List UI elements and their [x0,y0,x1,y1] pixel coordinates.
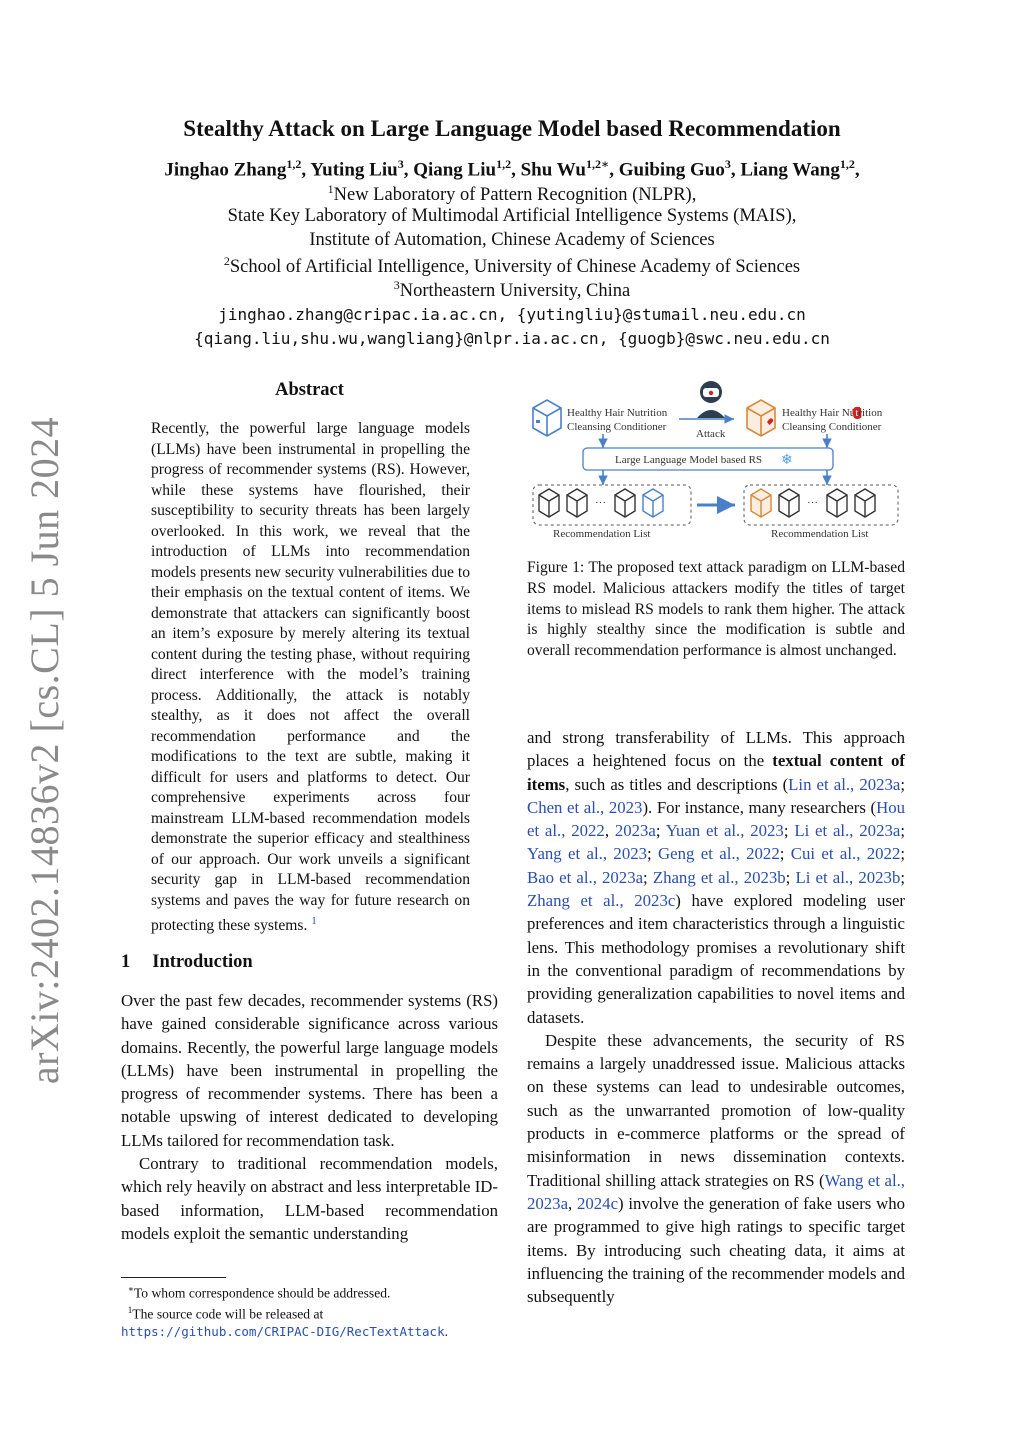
modified-character: t [855,407,859,419]
caption-label: Figure 1: [527,559,585,576]
intro-left-column [121,989,498,1245]
author-affil: 1,2∗ [585,157,610,171]
intro-paragraph-2: Contrary to traditional recommendation models, which rely heavily on abstract and less interpretable ID-based information, LLM-based recommendation models exploit the semantic understanding [121,1154,498,1243]
author-name: Liang Wang [740,159,840,181]
ellipsis: ··· [807,497,818,509]
citation-link[interactable]: Bao et al., 2023a [527,867,644,887]
emphasis-textual-content: textual content of items [527,751,905,794]
author-affil: 1,2 [839,157,855,171]
intro-paragraph-1: Over the past few decades, recommender systems (RS) have gained considerable significance across various domains. Recently, the powerful large language models (LLMs) have been instrumental in propelling the progress of recommender systems. There has been a notable upswing of interest dedicated to developing LLMs tailored for recommendation task. [121,991,498,1150]
section-title: Introduction [152,952,253,972]
left-list-label: Recommendation List [553,528,651,540]
footnote-2: $^1$The source code will be released at https://github.com/CRIPAC-DIG/RecTextAttack. [121,1305,449,1340]
abstract-body [151,419,470,937]
author-name: Yuting Liu [310,159,398,181]
citation-link[interactable]: Hou et al., 2022 [527,797,906,841]
attacked-item-promoted-icon [751,489,771,517]
citation-link[interactable]: Wang et al., 2023a [527,1170,905,1213]
author-affil: 1,2 [496,157,512,171]
attack-label: Attack [696,428,726,440]
attacked-item-box-icon [747,400,775,436]
frozen-snowflake-icon: ❄ [781,452,793,468]
caption-text: The proposed text attack paradigm on LLM-based RS model. Malicious attackers modify the titles of target items to mislead RS models to rank them higher. The attack is highly stealthy since the modification is subtle and overall recommendation performance is almost unchanged. [527,559,905,660]
author-name: Qiang Liu [413,159,497,181]
target-item-box-icon [643,489,663,517]
list-item-box-icon [855,489,875,517]
hacker-icon [697,381,725,418]
item-title-line-2: Cleansing Conditioner [567,421,667,433]
list-item-box-icon [779,489,799,517]
footnote-rule [121,1277,226,1278]
intro-paragraph-4: Despite these advancements, the security of RS remains a largely unaddressed issue. Malicious attacks on these systems can lead to undesirable outcomes, such as the unwarranted promotion of low-quality products in e-commerce platforms or the spread of misinformation in news dissemination contexts. Traditional shilling attack strategies on RS (Wang et al., 2023a, 2024c) involve the generation of fake users who are programmed to give high ratings to specific target items. By introducing such cheating data, it aims at influencing the training of the recommender models and subsequently [527,1030,906,1307]
source-code-link[interactable]: https://github.com/CRIPAC-DIG/RecTextAttack [121,1324,445,1340]
list-item-box-icon [539,489,559,517]
citation-link[interactable]: Li et al., 2023a [794,821,901,841]
list-item-box-icon [567,489,587,517]
citation-link[interactable]: Zhang et al., 2023b [652,867,786,887]
citation-link[interactable]: Li et al., 2023b [795,867,901,887]
citation-link[interactable]: Geng et al., 2022 [658,844,780,864]
affiliation-1-line-3: Institute of Automation, Chinese Academy of Sciences [309,230,715,250]
abstract-heading: Abstract [275,380,344,400]
model-label: Large Language Model based RS [615,454,763,466]
section-number: 1 [121,952,131,972]
list-item-box-icon [615,489,635,517]
affiliation-2: $^2$School of Artificial Intelligence, University of Chinese Academy of Sciences [223,254,801,278]
citation-link[interactable]: Yang et al., 2023 [527,844,647,864]
item-box-icon [533,400,561,436]
footnote-1: ∗To whom correspondence should be addressed. [127,1284,391,1301]
abstract-text: Recently, the powerful large language models (LLMs) have been instrumental in propelling the progress of recommender systems (RS). However, while these systems have flourished, their susceptibility to security threats has been largely overlooked. In this work, we reveal that the introduction of LLMs into recommendation models presents new security vulnerabilities due to their emphasis on the textual content of items. We demonstrate that attackers can significantly boost an item’s exposure by merely altering its textual content during the testing phase, without requiring direct interference with the model’s training process. Additionally, the attack is notably stealthy, as it does not affect the overall recommendation performance and the modifications to the text are subtle, making it difficult for users and platforms to detect. Our comprehensive experiments across four mainstream LLM-based recommendation models demonstrate the superior efficacy and stealthiness of our approach. Our work unveils a significant security gap in LLM-based recommendation systems and paves the way for future research on protecting these systems. [151,420,470,935]
affiliation-1-line-2: State Key Laboratory of Multimodal Artificial Intelligence Systems (MAIS), [227,206,797,226]
citation-link[interactable]: Lin et al., 2023a [788,774,901,794]
footnote-ref[interactable]: 1 [311,915,317,927]
ellipsis: ··· [595,497,606,509]
email-line-2: {qiang.liu,shu.wu,wangliang}@nlpr.ia.ac.cn, {guogb}@swc.neu.edu.cn [194,329,830,348]
paper-title: Stealthy Attack on Large Language Model based Recommendation [183,116,841,141]
item-title-line-1: Healthy Hair Nutrition [567,407,668,419]
intro-right-column [527,726,905,1308]
citation-link[interactable]: Cui et al., 2022 [790,844,901,864]
author-affil: 1,2 [286,157,302,171]
intro-paragraph-3: and strong transferability of LLMs. This approach places a heightened focus on the textual content of items, such as titles and descriptions (Lin et al., 2023a; Chen et al., 2023). For instance, many researchers (Hou et al., 2022, 2023a; Yuan et al., 2023; Li et al., 2023a; Yang et al., 2023; Geng et al., 2022; Cui et al., 2022; Bao et al., 2023a; Zhang et al., 2023b; Li et al., 2023b; Zhang et al., 2023c) have explored modeling user preferences and item characteristics through a linguistic lens. This methodology promises a revolutionary shift in the conventional paradigm of recommendations by providing generalization capabilities to novel items and datasets. [527,728,906,1027]
arxiv-identifier [20,416,70,1084]
attacked-title-line-1: Healthy Hair Nutrition [782,407,883,419]
author-list: Jinghao Zhang$^{1,2}$, Yuting Liu$^3$, Qiang Liu$^{1,2}$, Shu $Wu^{1,2∗}$, Guibing Guo$^3$, Liang Wang$^{1,2}$, [164,157,860,181]
author-name: Jinghao Zhang [164,159,287,181]
citation-link[interactable]: 2024c [577,1193,619,1213]
figure-1-caption [527,558,905,662]
arxiv-id-text: arXiv:2402.14836v2 [cs.CL] 5 Jun 2024 [22,416,68,1084]
affiliation-1-line-1: $^1$New Laboratory of Pattern Recognition (NLPR), [327,182,697,206]
attacked-title-line-2: Cleansing Conditioner [782,421,882,433]
author-affil: 3 [724,157,731,171]
citation-link[interactable]: Yuan et al., 2023 [665,821,784,841]
list-item-box-icon [827,489,847,517]
citation-link[interactable]: Chen et al., 2023 [527,797,643,817]
author-name: Shu Wu [520,159,586,181]
email-line-1: jinghao.zhang@cripac.ia.ac.cn, {yutingliu}@stumail.neu.edu.cn [218,305,806,324]
figure-1-diagram [527,378,905,548]
author-name: Guibing Guo [618,159,725,181]
author-affil: 3 [397,157,404,171]
footnotes [121,1281,498,1341]
section-heading [121,952,253,973]
right-list-label: Recommendation List [771,528,869,540]
citation-link[interactable]: 2023a [614,821,656,841]
citation-link[interactable]: Zhang et al., 2023c [527,891,676,911]
affiliation-3: $^3$Northeastern University, China [393,278,631,302]
